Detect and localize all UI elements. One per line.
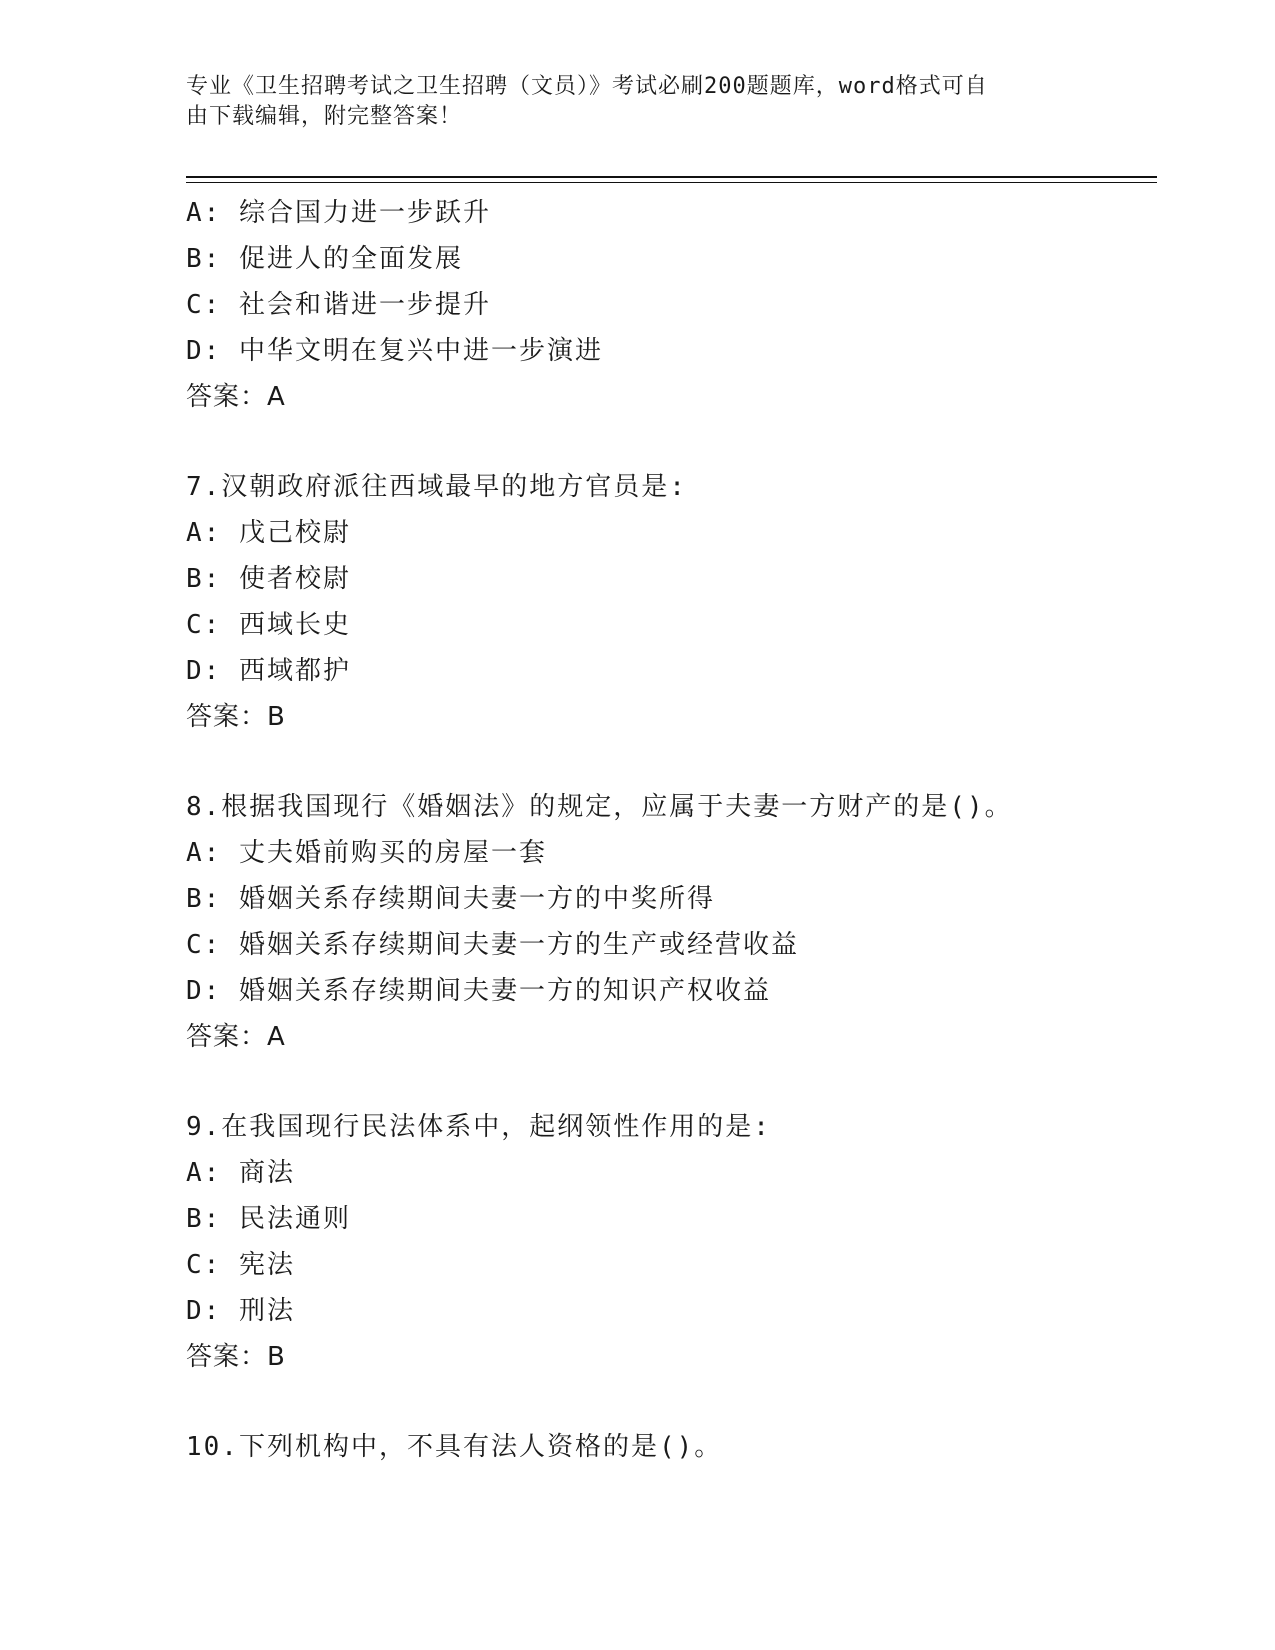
option-c: C: 西域长史: [186, 610, 351, 640]
option-b: B: 促进人的全面发展: [186, 244, 463, 274]
option-d: D: 婚姻关系存续期间夫妻一方的知识产权收益: [186, 976, 771, 1006]
option-b: B: 婚姻关系存续期间夫妻一方的中奖所得: [186, 884, 715, 914]
option-b: B: 使者校尉: [186, 564, 351, 594]
question-stem: 9.在我国现行民法体系中，起纲领性作用的是:: [186, 1112, 771, 1142]
question-block-prev: [186, 190, 1146, 420]
option-a: A: 商法: [186, 1158, 295, 1188]
option-c: C: 宪法: [186, 1250, 295, 1280]
question-stem: 7.汉朝政府派往西域最早的地方官员是:: [186, 472, 687, 502]
question-10: [186, 1424, 1146, 1470]
question-8: [186, 784, 1146, 1060]
document-header: [186, 72, 1086, 132]
question-stem: 8.根据我国现行《婚姻法》的规定，应属于夫妻一方财产的是()。: [186, 792, 1013, 822]
option-c: C: 婚姻关系存续期间夫妻一方的生产或经营收益: [186, 930, 799, 960]
option-d: D: 中华文明在复兴中进一步演进: [186, 336, 603, 366]
header-rule-thick: [186, 176, 1157, 178]
answer-line: 答案：A: [186, 1022, 286, 1052]
option-a: A: 丈夫婚前购买的房屋一套: [186, 838, 547, 868]
header-line-1: 专业《卫生招聘考试之卫生招聘（文员）》考试必刷200题题库，word格式可自: [186, 74, 988, 99]
option-a: A: 综合国力进一步跃升: [186, 198, 491, 228]
option-d: D: 刑法: [186, 1296, 295, 1326]
question-7: [186, 464, 1146, 740]
option-a: A: 戊己校尉: [186, 518, 351, 548]
header-rule-thin: [186, 182, 1157, 183]
option-b: B: 民法通则: [186, 1204, 351, 1234]
question-stem: 10.下列机构中，不具有法人资格的是()。: [186, 1432, 723, 1462]
option-d: D: 西域都护: [186, 656, 351, 686]
question-list: [186, 190, 1146, 1470]
option-c: C: 社会和谐进一步提升: [186, 290, 491, 320]
header-line-2: 由下载编辑，附完整答案！: [186, 104, 463, 129]
answer-line: 答案：B: [186, 702, 286, 732]
answer-line: 答案：B: [186, 1342, 286, 1372]
question-9: [186, 1104, 1146, 1380]
answer-line: 答案：A: [186, 382, 286, 412]
